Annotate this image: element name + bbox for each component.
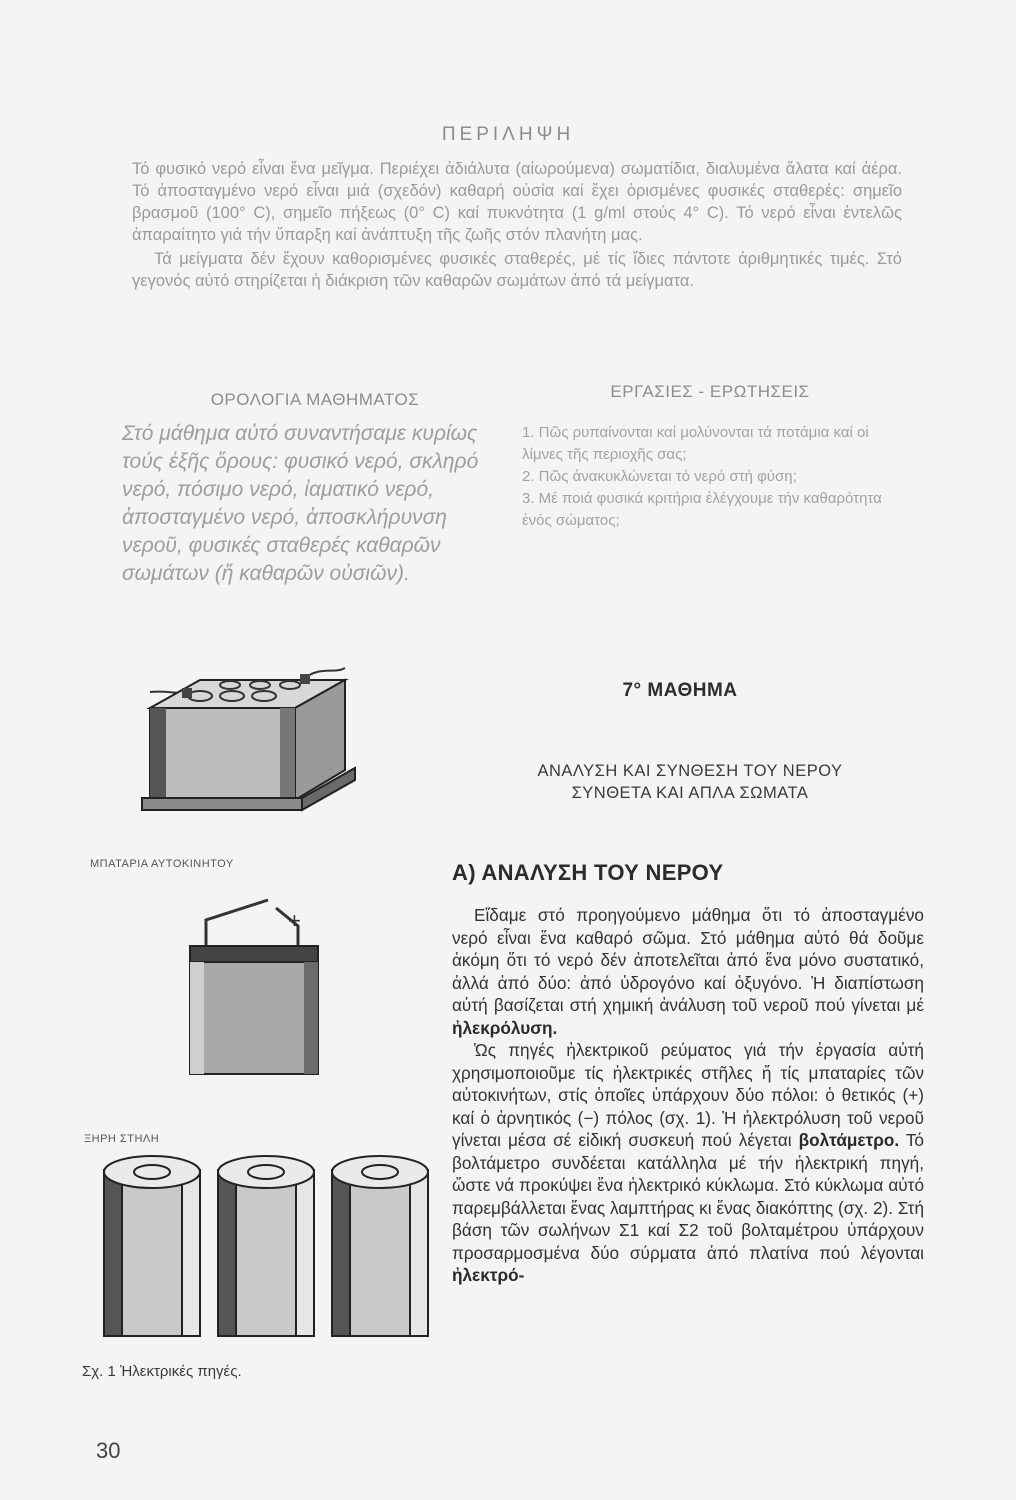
lesson-subtitle-line-2: ΣΥΝΘΕΤΑ ΚΑΙ ΑΠΛΑ ΣΩΜΑΤΑ bbox=[571, 784, 809, 802]
dry-cells-illustration bbox=[96, 1150, 456, 1350]
plus-sign: + bbox=[288, 908, 302, 933]
summary-paragraph-1: Τό φυσικό νερό εἶναι ἕνα μεῖγμα. Περιέχει ἀδιάλυτα (αἰωρούμενα) σωματίδια, διαλυμένα ἅλατα καί ἀέρα. Τό ἀποσταγμένο νερό εἶναι μιά (σχεδόν) καθαρή οὐσία καί ἔχει ὁρισμένες φυσικές σταθερές: σημεῖο βρασμοῦ (100° C), σημεῖο πήξεως (0° C) καί πυκνότητα (1 g/ml στούς 4° C). Τό νερό εἶναι ἐντελῶς ἀπαραίτητο γιά τήν ὕπαρξη καί ἀνάπτυξη τῆς ζωῆς στόν πλανήτη μας. bbox=[132, 160, 902, 244]
term-voltameter: βολτάμετρο. bbox=[798, 1130, 900, 1150]
terminology-title: ΟΡΟΛΟΓΙΑ ΜΑΘΗΜΑΤΟΣ bbox=[210, 390, 420, 409]
flat-battery-illustration bbox=[176, 890, 336, 1090]
term-electrolysis: ἠλεκρόλυση. bbox=[452, 1017, 558, 1038]
body-paragraph-2: Ὡς πηγές ἠλεκτρικοῦ ρεύματος γιά τήν ἐργασία αὐτή χρησιμοποιοῦμε τίς ἠλεκτρικές στῆλες ἤ τίς μπαταρίες τῶν αὐτοκινήτων, στίς ὁποῖες ὑπάρχουν δύο πόλοι: ὁ θετικός (+) καί ὁ ἀρνητικός (−) πόλος (σχ. 1). Ἡ ἠλεκτρόλυση τοῦ νεροῦ γίνεται μέσα σέ εἰδική συσκευή πού λέγεται βολτάμετρο. Τό βολτάμετρο συνδέεται κατάλληλα μέ τήν ἠλεκτρική πηγή, ὥστε νά προκύψει ἕνα ἠλεκτρικό κύκλωμα. Στό κύκλωμα αὐτό παρεμβάλλεται ἕνας λαμπτήρας κι ἕνας διακόπτης (σχ. 2). Στή βάση τῶν σωλήνων Σ1 καί Σ2 τοῦ βολταμέτρου ὑπάρχουν προσαρμοσμένα δύο σύρματα ἀπό πλατίνα πού λέγονται ἠλεκτρό- bbox=[452, 1040, 924, 1285]
task-item: 2. Πῶς ἀνακυκλώνεται τό νερό στή φύση; bbox=[522, 468, 797, 485]
lesson-subtitle-line-1: ΑΝΑΛΥΣΗ ΚΑΙ ΣΥΝΘΕΣΗ ΤΟΥ ΝΕΡΟΥ bbox=[537, 762, 843, 780]
lesson-subtitle bbox=[480, 760, 900, 804]
task-item: 1. Πῶς ρυπαίνονται καί μολύνονται τά ποτάμια καί οἱ λίμνες τῆς περιοχῆς σας; bbox=[522, 424, 869, 463]
section-heading: Α) ΑΝΑΛΥΣΗ ΤΟΥ ΝΕΡΟΥ bbox=[452, 860, 724, 885]
car-battery-label: ΜΠΑΤΑΡΙΑ ΑΥΤΟΚΙΝΗΤΟΥ bbox=[90, 858, 234, 870]
tasks-title: ΕΡΓΑΣΙΕΣ - ΕΡΩΤΗΣΕΙΣ bbox=[610, 382, 810, 401]
body-paragraph-1: Εἴδαμε στό προηγούμενο μάθημα ὅτι τό ἀποσταγμένο νερό εἶναι ἕνα καθαρό σῶμα. Στό μάθημα αὐτό θά δοῦμε ἀκόμη ὅτι τό νερό δέν ἀποτελεῖται ἀπό ἕνα μόνο συστατικό, ἀλλά ἀπό δύο: ἀπό ὑδρογόνο καί ὀξυγόνο. Ἡ διαπίστωση αὐτή βασίζεται στή χημική ἀνάλυση τοῦ νεροῦ πού γίνεται μέ ἠλεκρόλυση. bbox=[452, 905, 924, 1038]
summary-text bbox=[132, 158, 902, 292]
lesson-title: 7° ΜΑΘΗΜΑ bbox=[622, 680, 738, 701]
term-electrodes: ἠλεκτρό- bbox=[452, 1265, 525, 1285]
car-battery-illustration bbox=[120, 660, 380, 830]
tasks-list bbox=[522, 422, 902, 532]
summary-title: ΠΕΡΙΛΗΨΗ bbox=[441, 124, 575, 145]
dry-cell-label: ΞΗΡΗ ΣΤΗΛΗ bbox=[84, 1133, 160, 1145]
lesson-body bbox=[452, 904, 924, 1287]
terminology-text: Στό μάθημα αὐτό συναντήσαμε κυρίως τούς ἑξῆς ὅρους: φυσικό νερό, σκληρό νερό, πόσιμο νερό, ἰαματικό νερό, ἀποσταγμένο νερό, ἀποσκλήρυνση νεροῦ, φυσικές σταθερές καθαρῶν σωμάτων (ἤ καθαρῶν οὐσιῶν). bbox=[122, 422, 479, 585]
summary-paragraph-2: Τά μείγματα δέν ἔχουν καθορισμένες φυσικές σταθερές, μέ τίς ἴδιες πάντοτε ἀριθμητικές τιμές. Στό γεγονός αὐτό στηρίζεται ἡ διάκριση τῶν καθαρῶν σωμάτων ἀπό τά μείγματα. bbox=[132, 250, 902, 290]
page-number: 30 bbox=[96, 1438, 121, 1463]
figure-caption: Σχ. 1 Ἠλεκτρικές πηγές. bbox=[82, 1363, 242, 1380]
task-item: 3. Μέ ποιά φυσικά κριτήρια ἐλέγχουμε τήν καθαρότητα ἑνός σώματος; bbox=[522, 490, 882, 529]
